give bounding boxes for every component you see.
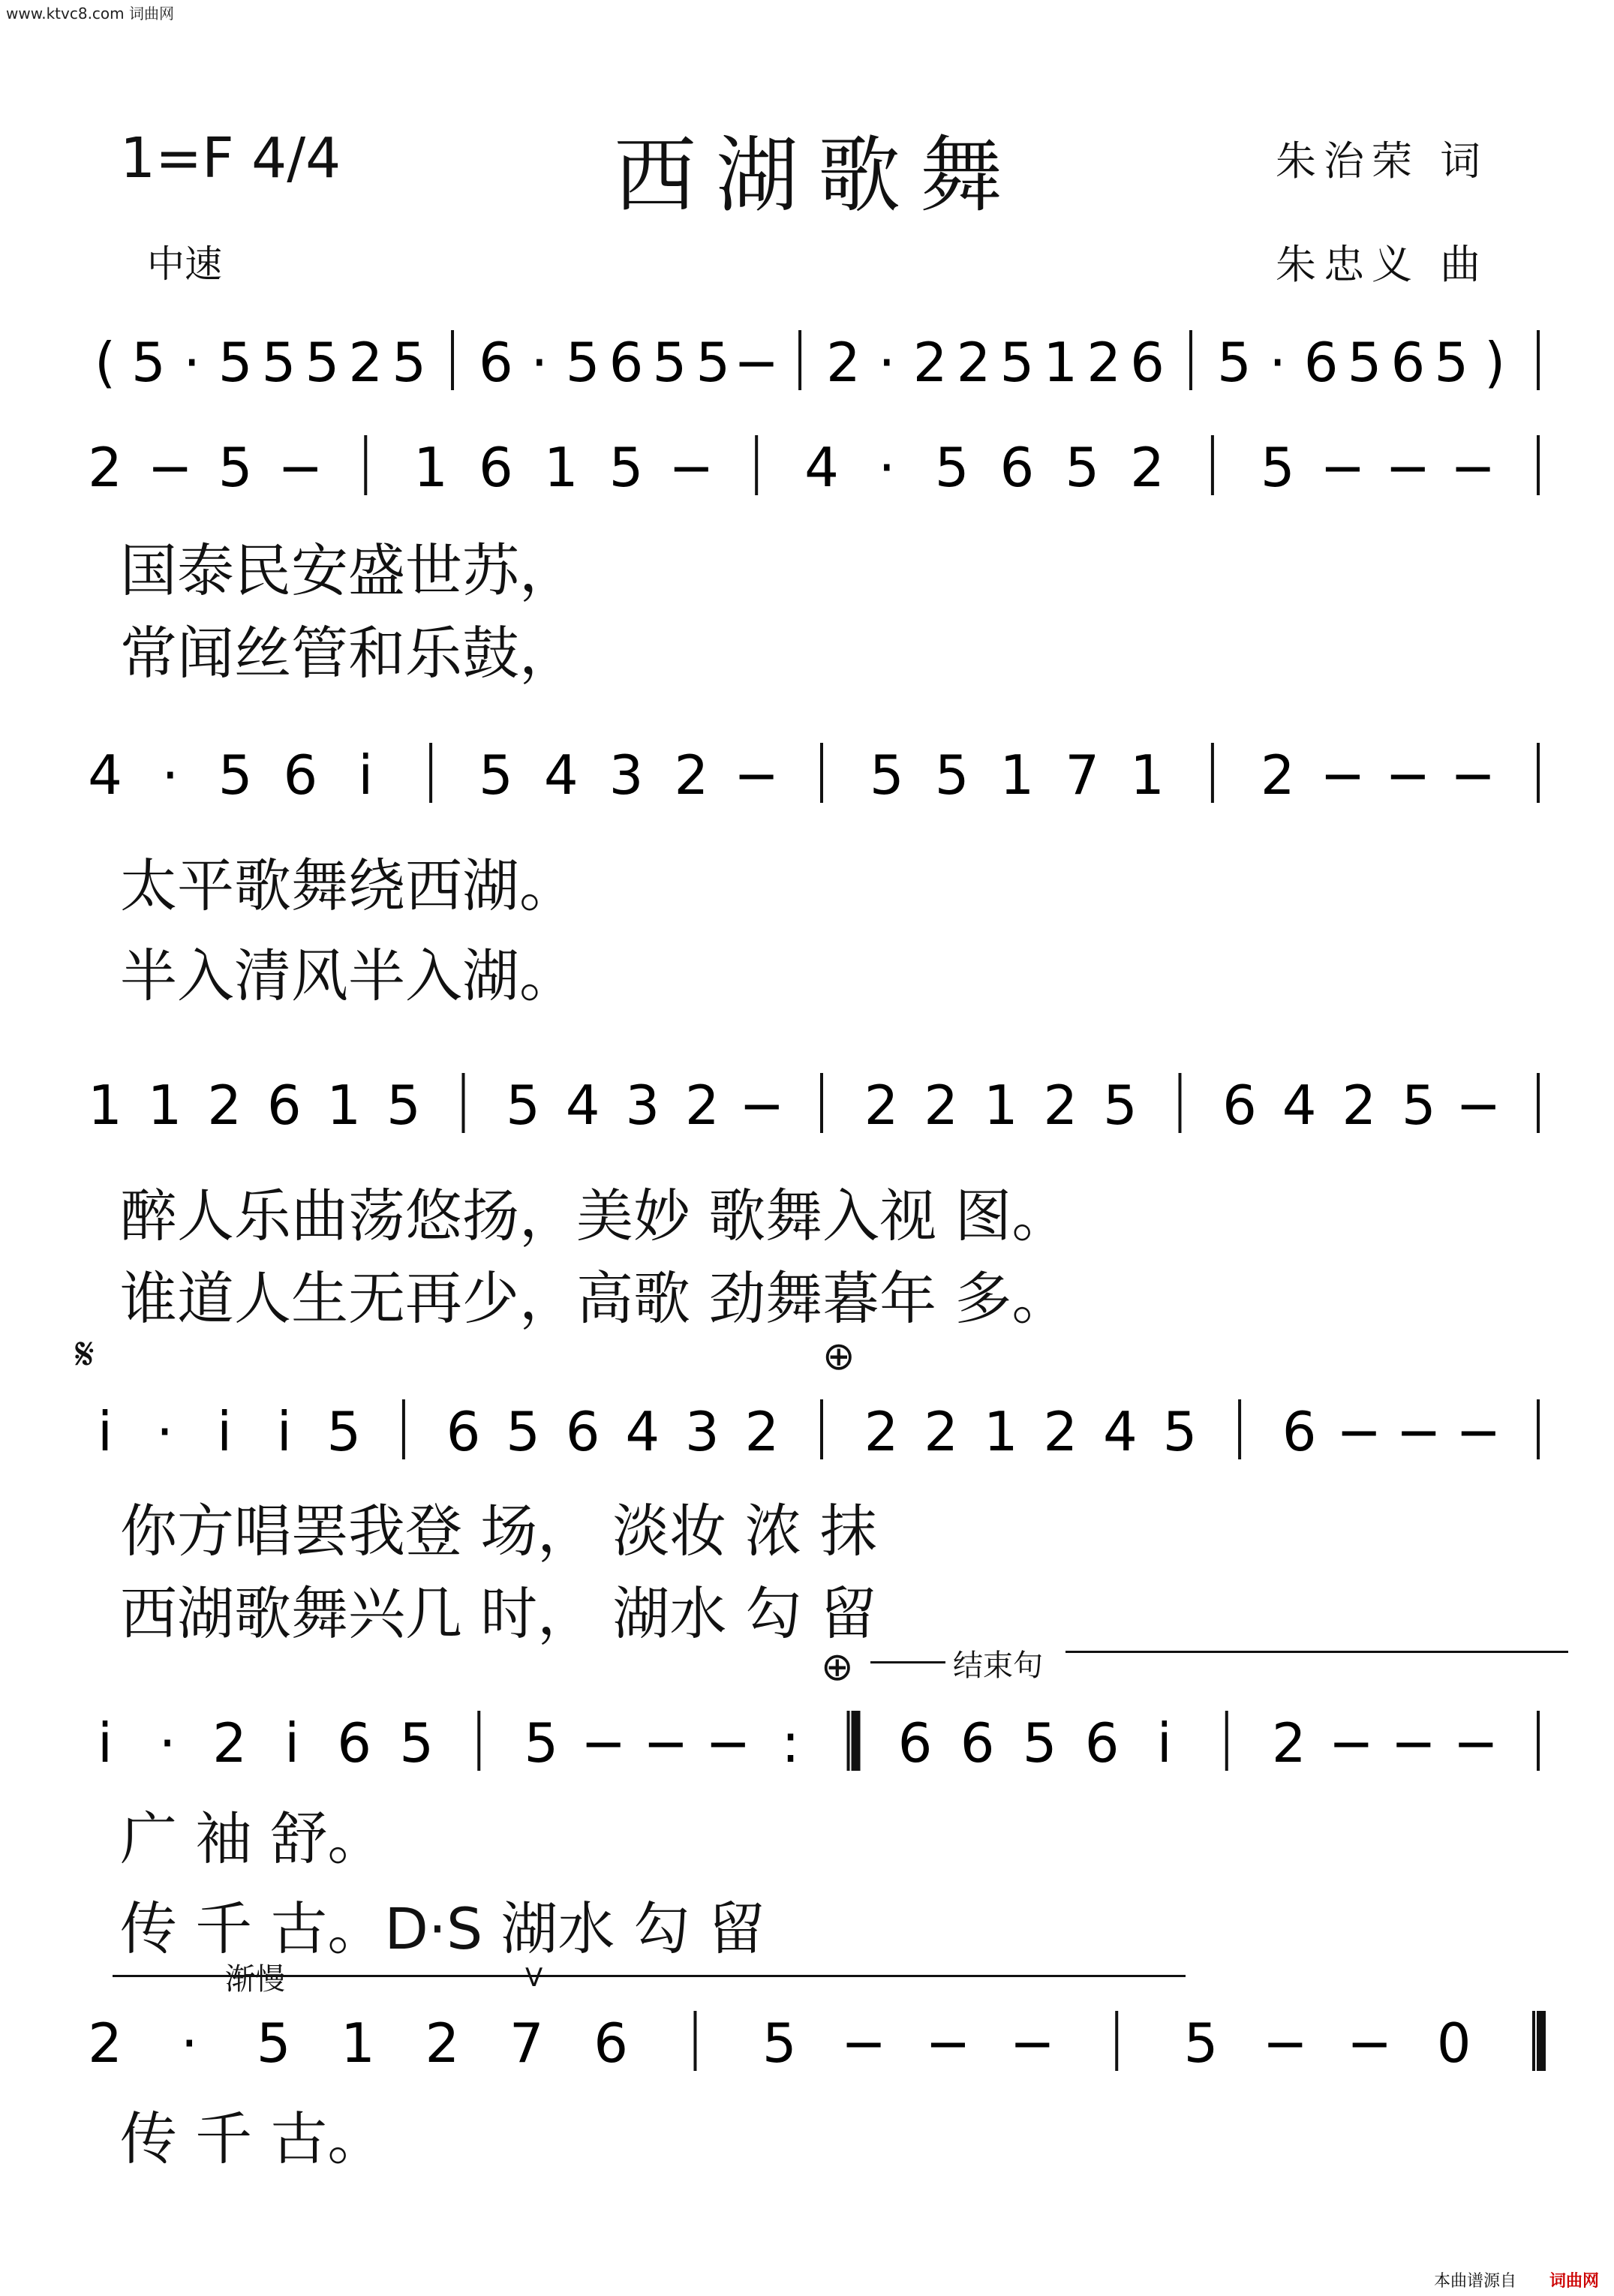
note-glyph: 5	[131, 331, 166, 394]
note-glyph: 5	[1260, 436, 1295, 499]
note-glyph: −	[841, 2012, 887, 2075]
note-glyph: 1	[88, 1074, 122, 1137]
note-glyph: 1	[983, 1074, 1018, 1137]
rit-label: 渐慢	[225, 1962, 285, 1997]
note-glyph: 2	[1260, 744, 1295, 807]
note-glyph: ·	[161, 744, 179, 807]
note-glyph: 6	[446, 1400, 481, 1463]
note-glyph: 5	[1434, 331, 1469, 394]
note-glyph: ·	[878, 331, 896, 394]
key-meter: 1=F 4/4	[120, 126, 341, 191]
note-glyph: −	[1347, 2012, 1393, 2075]
note-glyph: 5	[869, 744, 904, 807]
lyric-line: 传 千 古。	[120, 2105, 385, 2172]
notation-row-1	[90, 413, 1553, 518]
note-glyph: 4	[1282, 1074, 1317, 1137]
note-glyph: −	[734, 331, 780, 394]
note-glyph: 2	[1130, 436, 1165, 499]
note-glyph: 5	[762, 2012, 797, 2075]
note-glyph: 5	[1022, 1711, 1057, 1775]
note-glyph: 5	[609, 436, 644, 499]
note-glyph: 6	[609, 331, 644, 394]
note-glyph: −	[1385, 436, 1431, 499]
note-glyph: 2	[207, 1074, 242, 1137]
note-glyph: 5	[479, 744, 513, 807]
note-glyph: i	[97, 1400, 113, 1463]
note-glyph: ·	[183, 331, 201, 394]
note-glyph: ·	[158, 1711, 176, 1775]
watermark-bottom-right: 词曲网	[1549, 2272, 1599, 2291]
note-glyph: 6	[565, 1400, 600, 1463]
note-glyph: 6	[897, 1711, 933, 1775]
lyric-line: 广 袖 舒。	[120, 1805, 385, 1872]
notation-row-2	[90, 720, 1553, 825]
note-glyph: −	[1009, 2012, 1056, 2075]
note-glyph: 5	[261, 331, 296, 394]
note-glyph: 5	[1401, 1074, 1436, 1137]
song-title: 西湖歌舞	[614, 128, 1022, 224]
note-glyph: 2	[1087, 331, 1122, 394]
note-glyph: 1	[543, 436, 579, 499]
note-glyph: 4	[88, 744, 122, 807]
note-glyph: −	[1385, 744, 1431, 807]
note-glyph: 1	[999, 744, 1035, 807]
lyric-line: 醉人乐曲荡悠扬，美妙 歌舞入视 图。	[120, 1183, 1069, 1249]
note-glyph: i	[217, 1400, 233, 1463]
lyricist: 朱治荣 词	[1276, 137, 1489, 185]
note-glyph: 5	[506, 1400, 540, 1463]
note-glyph: 7	[1065, 744, 1100, 807]
note-glyph: 5	[565, 331, 600, 394]
note-glyph: 5	[326, 1400, 362, 1463]
note-glyph: 2	[744, 1400, 780, 1463]
note-glyph: 4	[543, 744, 579, 807]
note-glyph: 6	[1084, 1711, 1120, 1775]
note-glyph: 1	[1130, 744, 1165, 807]
note-glyph: 5	[1347, 331, 1382, 394]
note-glyph: −	[1320, 744, 1366, 807]
note-glyph: 6	[999, 436, 1035, 499]
notation-svg	[90, 1050, 1553, 1156]
notation-row-5	[90, 1688, 1553, 1793]
note-glyph: 6	[1303, 331, 1339, 394]
note-glyph: 6	[479, 436, 513, 499]
notation-svg	[90, 308, 1553, 413]
note-glyph: 2	[864, 1400, 899, 1463]
note-glyph: 5	[696, 331, 731, 394]
segno-sign: 𝄋	[75, 1328, 95, 1381]
note-glyph: 5	[934, 744, 969, 807]
note-glyph: 2	[1043, 1074, 1078, 1137]
note-glyph: 1	[1043, 331, 1078, 394]
note-glyph: 6	[479, 331, 513, 394]
note-glyph: )	[1484, 331, 1506, 394]
lyric-line: 国泰民安盛世苏，	[120, 537, 576, 604]
note-glyph: ·	[156, 1400, 174, 1463]
note-glyph: 2	[674, 744, 709, 807]
note-glyph: 6	[960, 1711, 995, 1775]
note-glyph: −	[147, 436, 193, 499]
note-glyph: 2	[826, 331, 861, 394]
note-glyph: 1	[413, 436, 448, 499]
lyric-line: 传 千 古。D·S 湖水 勾 留	[120, 1895, 765, 1962]
note-glyph: 6	[1282, 1400, 1317, 1463]
note-glyph: 2	[88, 436, 122, 499]
note-glyph: 1	[147, 1074, 182, 1137]
note-glyph: −	[1336, 1400, 1382, 1463]
lyric-line: 太平歌舞绕西湖。	[120, 852, 576, 919]
note-glyph: 5	[218, 331, 253, 394]
notation-svg	[90, 1377, 1553, 1482]
note-glyph: 4	[565, 1074, 600, 1137]
composer: 朱忠义 曲	[1276, 241, 1489, 288]
note-glyph: −	[1390, 1711, 1437, 1775]
lyric-line: 西湖歌舞兴几 时， 湖水 勾 留	[120, 1580, 877, 1647]
notation-row-6	[90, 1988, 1553, 2093]
note-glyph: 2	[425, 2012, 460, 2075]
note-glyph: 5	[218, 436, 253, 499]
note-glyph: 2	[912, 331, 948, 394]
note-glyph: 5	[392, 331, 427, 394]
note-glyph: −	[1456, 1400, 1501, 1463]
note-glyph: 5	[256, 2012, 291, 2075]
notation-svg	[90, 720, 1553, 825]
lyric-line: 常闻丝管和乐鼓，	[120, 620, 576, 687]
note-glyph: 5	[999, 331, 1035, 394]
note-glyph: −	[669, 436, 714, 499]
ending-label: 结束句	[953, 1648, 1043, 1683]
notation-svg	[90, 1988, 1553, 2093]
note-glyph: 6	[1390, 331, 1426, 394]
note-glyph: i	[358, 744, 374, 807]
note-glyph: 5	[1216, 331, 1252, 394]
note-glyph: −	[1450, 436, 1496, 499]
note-glyph: −	[278, 436, 323, 499]
note-glyph: 4	[804, 436, 839, 499]
note-glyph: −	[734, 744, 780, 807]
note-glyph: 4	[625, 1400, 660, 1463]
note-glyph: 5	[652, 331, 687, 394]
notation-row-3	[90, 1050, 1553, 1156]
note-glyph: 5	[386, 1074, 421, 1137]
note-glyph: 2	[1043, 1400, 1078, 1463]
note-glyph: i	[1156, 1711, 1172, 1775]
note-glyph: 5	[506, 1074, 540, 1137]
note-glyph: 2	[348, 331, 383, 394]
note-glyph: −	[705, 1711, 751, 1775]
note-glyph: 2	[924, 1074, 959, 1137]
note-glyph: 3	[609, 744, 644, 807]
note-glyph: i	[97, 1711, 113, 1775]
note-glyph: 2	[212, 1711, 247, 1775]
note-glyph: 2	[956, 331, 991, 394]
note-glyph: ·	[530, 331, 549, 394]
note-glyph: 2	[1342, 1074, 1377, 1137]
note-glyph: −	[739, 1074, 785, 1137]
coda-sign: ⊕	[821, 1645, 854, 1690]
note-glyph: −	[1320, 436, 1366, 499]
note-glyph: −	[1396, 1400, 1441, 1463]
note-glyph: 6	[594, 2012, 629, 2075]
note-glyph: −	[1450, 744, 1496, 807]
coda-sign: ⊕	[822, 1334, 855, 1379]
note-glyph: 6	[337, 1711, 372, 1775]
note-glyph: −	[1328, 1711, 1375, 1775]
note-glyph: ·	[1269, 331, 1287, 394]
note-glyph: 6	[266, 1074, 302, 1137]
note-glyph: −	[925, 2012, 971, 2075]
note-glyph: −	[643, 1711, 689, 1775]
note-glyph: (	[94, 331, 116, 394]
note-glyph: ·	[180, 2012, 198, 2075]
note-glyph: 5	[218, 744, 253, 807]
note-glyph: 5	[1162, 1400, 1198, 1463]
note-glyph: 7	[509, 2012, 544, 2075]
tempo-marking: 中速	[147, 242, 222, 286]
note-glyph: 6	[1222, 1074, 1257, 1137]
note-glyph: ·	[878, 436, 896, 499]
note-glyph: −	[581, 1711, 627, 1775]
note-glyph: 2	[88, 2012, 122, 2075]
note-glyph: 5	[524, 1711, 559, 1775]
lyric-line: 你方唱罢我登 场， 淡妆 浓 抹	[120, 1498, 877, 1564]
note-glyph: 5	[305, 331, 340, 394]
note-glyph: 5	[399, 1711, 434, 1775]
note-glyph: 2	[1271, 1711, 1306, 1775]
note-glyph: :	[781, 1711, 800, 1775]
note-glyph: 2	[864, 1074, 899, 1137]
note-glyph: 2	[924, 1400, 959, 1463]
ending-line-right	[1065, 1651, 1568, 1653]
note-glyph: 3	[684, 1400, 720, 1463]
lyric-line: 谁道人生无再少，高歌 劲舞暮年 多。	[120, 1265, 1069, 1332]
note-glyph: 6	[1130, 331, 1165, 394]
note-glyph: 1	[983, 1400, 1018, 1463]
ending-line-left	[870, 1661, 945, 1663]
note-glyph: 5	[1183, 2012, 1219, 2075]
watermark-bottom-left: 本曲谱源自	[1433, 2272, 1516, 2291]
note-glyph: i	[276, 1400, 292, 1463]
note-glyph: 5	[934, 436, 969, 499]
notation-svg	[90, 1688, 1553, 1793]
note-glyph: −	[1456, 1074, 1501, 1137]
lyric-line: 半入清风半入湖。	[120, 942, 576, 1009]
note-glyph: 1	[326, 1074, 362, 1137]
note-glyph: 5	[1065, 436, 1100, 499]
notation-row-intro	[90, 308, 1553, 413]
note-glyph: i	[284, 1711, 300, 1775]
note-glyph: 6	[283, 744, 318, 807]
note-glyph: 1	[341, 2012, 375, 2075]
note-glyph: 4	[1103, 1400, 1138, 1463]
watermark-top: www.ktvc8.com 词曲网	[6, 5, 175, 23]
note-glyph: 2	[684, 1074, 720, 1137]
note-glyph: −	[1453, 1711, 1499, 1775]
breath-mark: V	[525, 1963, 543, 1993]
notation-svg	[90, 413, 1553, 518]
notation-row-4	[90, 1377, 1553, 1482]
note-glyph: 0	[1436, 2012, 1471, 2075]
note-glyph: 3	[625, 1074, 660, 1137]
note-glyph: −	[1262, 2012, 1309, 2075]
note-glyph: 5	[1103, 1074, 1138, 1137]
